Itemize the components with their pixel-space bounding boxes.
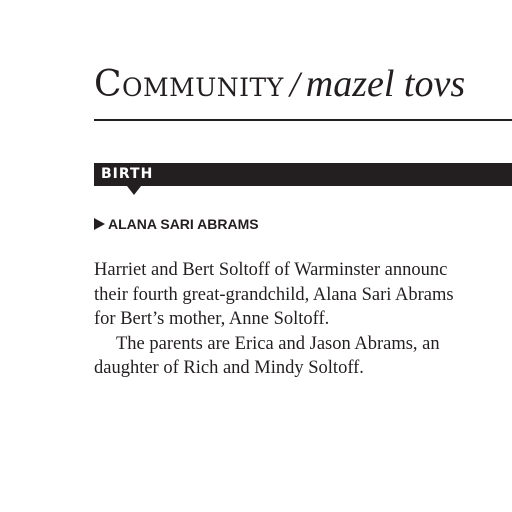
body-line: The parents are Erica and Jason Abrams, an [116, 333, 440, 354]
entry-name: ALANA SARI ABRAMS [108, 216, 259, 232]
body-line: for Bert’s mother, Anne Soltoff. [94, 309, 330, 329]
body-line: daughter of Rich and Mindy Soltoff. [94, 358, 364, 378]
subsection-title: mazel tovs [305, 63, 466, 105]
entry-body [94, 258, 512, 381]
section-header [94, 62, 465, 106]
category-bar [94, 163, 512, 186]
triangle-right-icon [94, 218, 105, 230]
body-line: their fourth great-grandchild, Alana Sari Abrams [94, 284, 454, 305]
body-line: Harriet and Bert Soltoff of Warminster announc [94, 260, 448, 280]
section-title: Community [94, 64, 284, 105]
header-separator: / [289, 64, 300, 104]
category-label: BIRTH [101, 166, 154, 182]
header-rule [94, 119, 512, 121]
category-pointer-icon [127, 186, 141, 195]
entry-heading [94, 216, 259, 233]
